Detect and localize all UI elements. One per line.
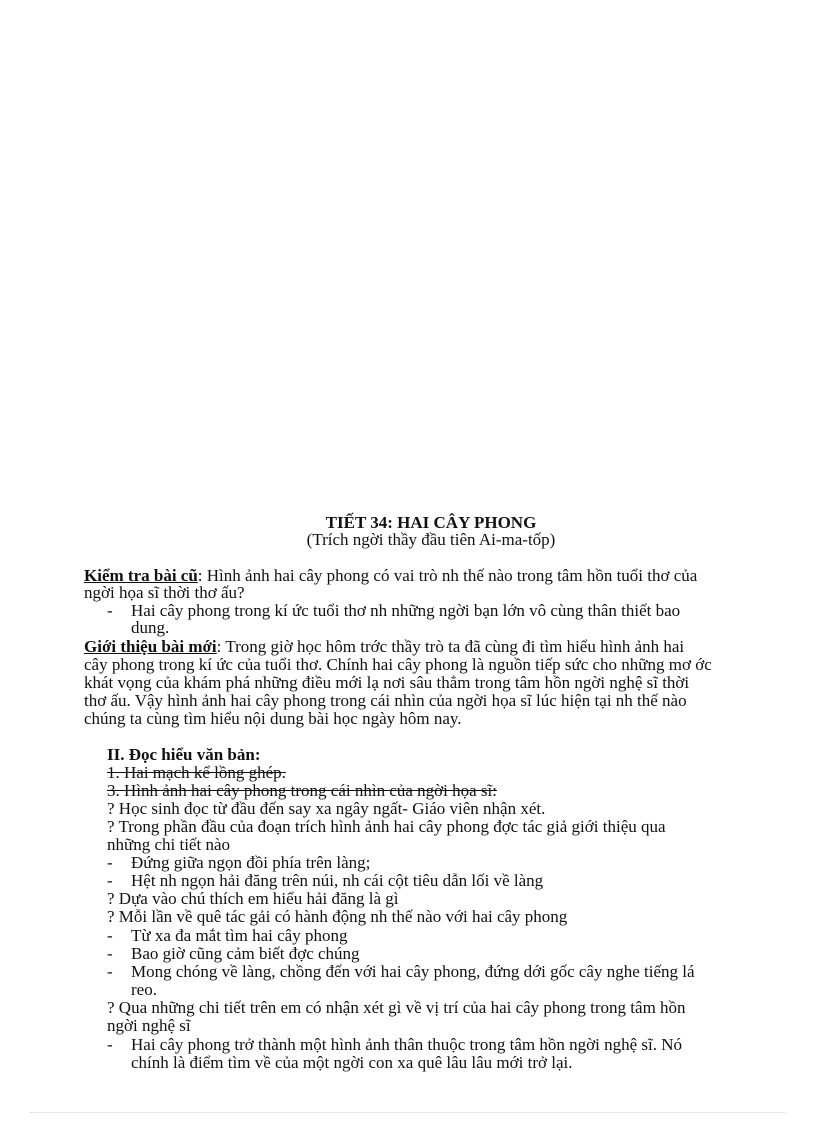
lesson-subtitle: (Trích ngời thầy đầu tiên Ai-ma-tốp): [306, 530, 556, 549]
question-2: ? Dựa vào chú thích em hiểu hải đăng là gì: [107, 889, 399, 908]
kiem-tra-question: : Hình ảnh hai cây phong có vai trò nh thế nào trong tâm hồn tuổi thơ của: [197, 566, 698, 585]
gioi-thieu-line-3: khát vọng của khám phá những điều mới lạ nơi sâu thẳm trong tâm hồn ngời nghệ sĩ thời: [84, 673, 690, 692]
gioi-thieu-line-2: cây phong trong kí ức của tuổi thơ. Chính hai cây phong là nguồn tiếp sức cho những mơ ớc: [84, 655, 712, 674]
bullet-1-2: Hệt nh ngọn hải đăng trên núi, nh cái cột tiêu dẫn lối về làng: [131, 871, 544, 890]
section-heading: II. Đọc hiểu văn bản:: [107, 745, 261, 764]
bullet-2-2: Bao giờ cũng cảm biết đợc chúng: [131, 944, 360, 963]
bullet-dash: -: [107, 926, 113, 945]
question-line-1: ? Học sinh đọc từ đầu đến say xa ngây ngất- Giáo viên nhận xét.: [107, 799, 546, 818]
lesson-title: TIẾT 34: HAI CÂY PHONG: [325, 513, 537, 532]
gioi-thieu-line-1: [84, 638, 684, 656]
bullet-2-3: Mong chóng về làng, chồng đến với hai cây phong, đứng dới gốc cây nghe tiếng lá: [131, 962, 695, 981]
bullet-2-3-cont: reo.: [131, 980, 157, 999]
item-1: 1. Hai mạch kể lồng ghép.: [107, 763, 286, 782]
question-line-3: những chi tiết nào: [107, 835, 230, 854]
footer-divider: [30, 1112, 786, 1113]
bullet-dash: -: [107, 601, 113, 620]
bullet-dash: -: [107, 1035, 113, 1054]
bullet-dash: -: [107, 853, 113, 872]
kiem-tra-answer-2: dung.: [131, 618, 170, 637]
bullet-2-1: Từ xa đa mắt tìm hai cây phong: [131, 926, 348, 945]
bullet-dash: -: [107, 871, 113, 890]
gioi-thieu-text: : Trong giờ học hôm trớc thầy trò ta đã cùng đi tìm hiểu hình ảnh hai: [216, 637, 685, 656]
gioi-thieu-line-4: thơ ấu. Vậy hình ảnh hai cây phong trong cái nhìn của ngời họa sĩ lúc hiện tại nh thế nào: [84, 691, 687, 710]
item-3: 3. Hình ảnh hai cây phong trong cái nhìn của ngời họa sĩ:: [107, 781, 497, 800]
kiem-tra-label: Kiểm tra bài cũ: [84, 566, 198, 585]
question-3: ? Mỗi lần về quê tác gải có hành động nh thế nào với hai cây phong: [107, 907, 568, 926]
question-4-line-2: ngời nghệ sĩ: [107, 1016, 191, 1035]
gioi-thieu-label: Giới thiệu bài mới: [84, 637, 217, 656]
question-4-line-1: ? Qua những chi tiết trên em có nhận xét gì về vị trí của hai cây phong trong tâm hồn: [107, 998, 686, 1017]
kiem-tra-answer-1: Hai cây phong trong kí ức tuổi thơ nh những ngời bạn lớn vô cùng thân thiết bao: [131, 601, 681, 620]
answer-line-2: chính là điểm tìm về của một ngời con xa quê lâu lâu mới trở lại.: [131, 1053, 573, 1072]
gioi-thieu-line-5: chúng ta cùng tìm hiểu nội dung bài học ngày hôm nay.: [84, 709, 462, 728]
bullet-dash: -: [107, 944, 113, 963]
answer-line-1: Hai cây phong trở thành một hình ảnh thân thuộc trong tâm hồn ngời nghệ sĩ. Nó: [131, 1035, 683, 1054]
kiem-tra-line-2: ngời họa sĩ thời thơ ấu?: [84, 583, 245, 602]
bullet-dash: -: [107, 962, 113, 981]
bullet-1-1: Đứng giữa ngọn đồi phía trên làng;: [131, 853, 371, 872]
question-line-2: ? Trong phần đầu của đoạn trích hình ảnh hai cây phong đợc tác giả giới thiệu qua: [107, 817, 666, 836]
